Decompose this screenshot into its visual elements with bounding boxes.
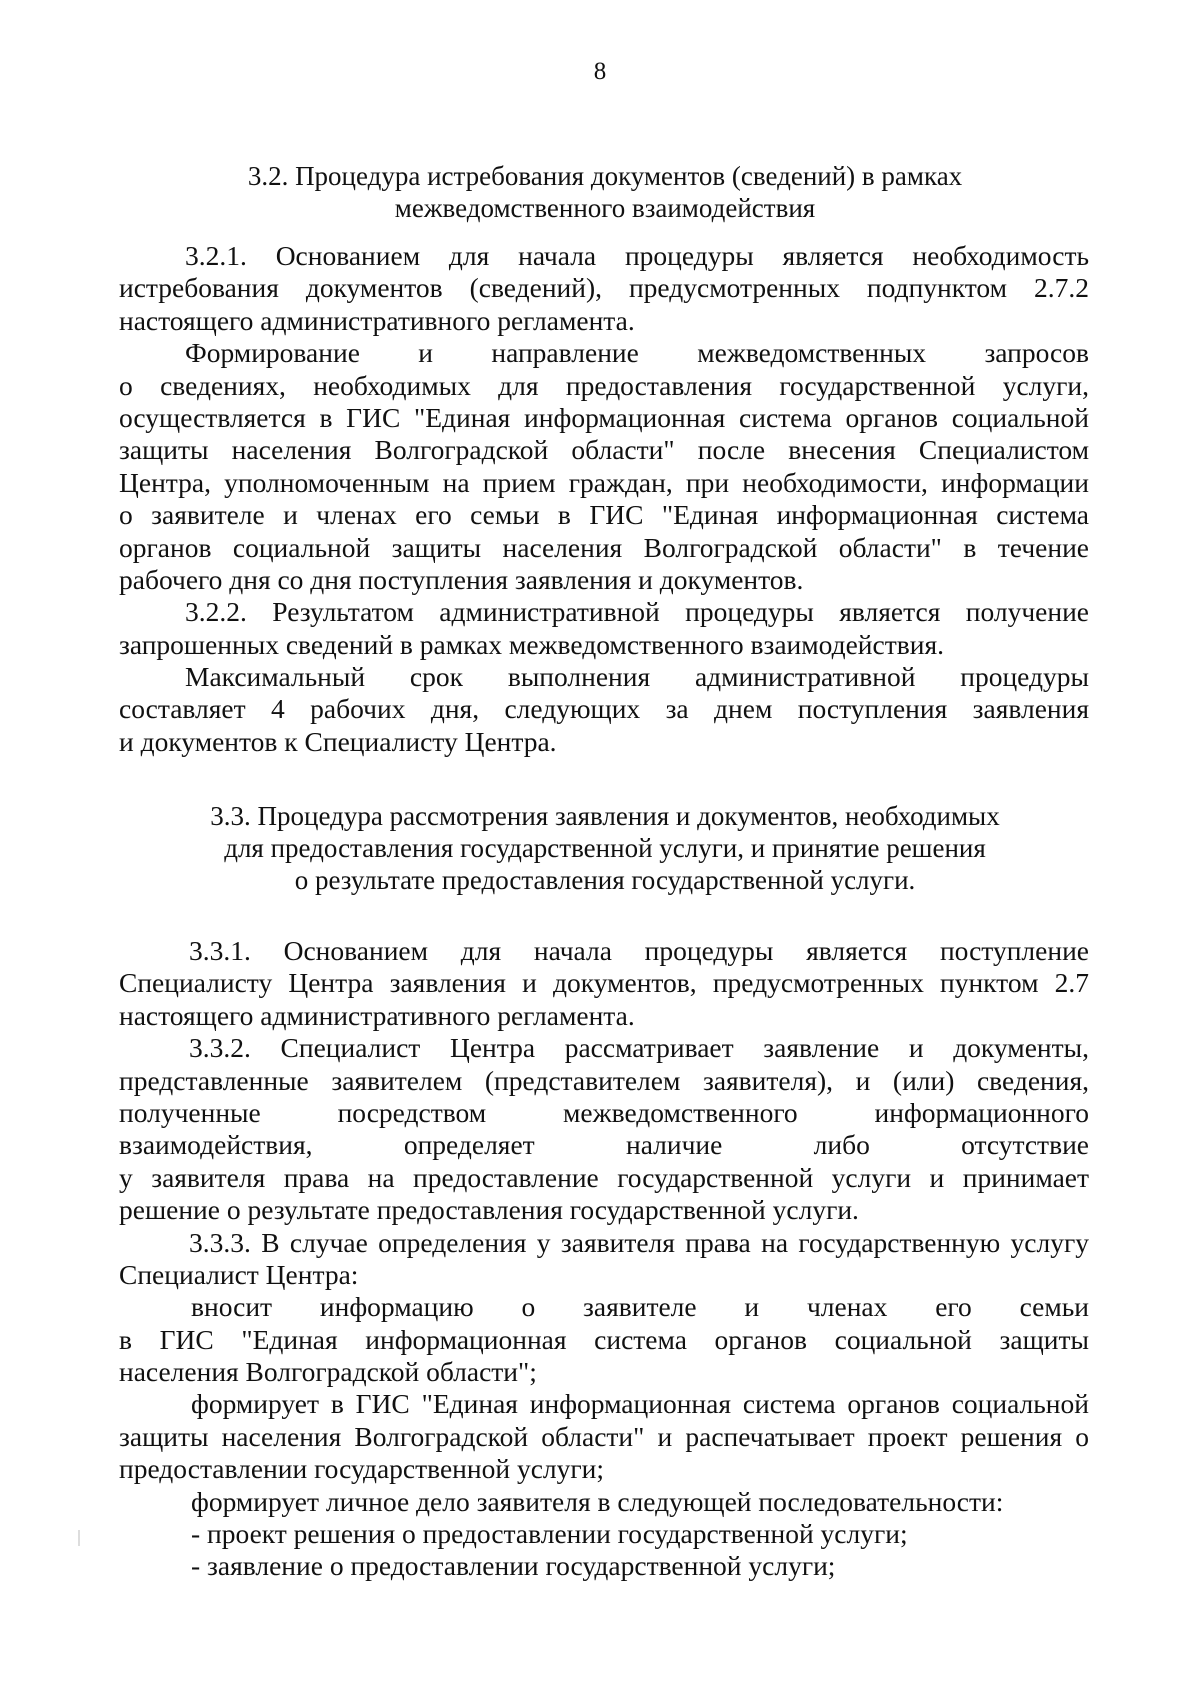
paragraph-line: Центра, уполномоченным на прием граждан, при необходимости, информации — [119, 466, 1089, 498]
heading-line: 3.2. Процедура истребования документов (сведений) в рамках — [247, 161, 963, 191]
list-item: - заявление о предоставлении государственной услуги; — [191, 1550, 836, 1582]
paragraph-line: составляет 4 рабочих дня, следующих за днем поступления заявления — [119, 693, 1089, 725]
list-item: - проект решения о предоставлении государственной услуги; — [191, 1518, 908, 1550]
paragraph-line: вносит информацию о заявителе и членах его семьи — [191, 1291, 1089, 1323]
section-3-3-body — [119, 935, 1089, 1583]
page-number: 8 — [593, 58, 607, 85]
paragraph-line: истребования документов (сведений), предусмотренных подпунктом 2.7.2 — [119, 272, 1089, 304]
paragraph-line: взаимодействия, определяет наличие либо отсутствие — [119, 1129, 1089, 1161]
paragraph-line: полученные посредством межведомственного информационного — [119, 1096, 1089, 1128]
paragraph-line: настоящего административного регламента. — [119, 999, 635, 1031]
paragraph-line: защиты населения Волгоградской области" и распечатывает проект решения о — [119, 1420, 1089, 1452]
paragraph-line: 3.2.1. Основанием для начала процедуры является необходимость — [185, 240, 1089, 271]
section-3-2-body — [119, 240, 1089, 758]
paragraph-line: защиты населения Волгоградской области" после внесения Специалистом — [119, 434, 1089, 466]
paragraph-line: рабочего дня со дня поступления заявления и документов. — [119, 563, 804, 595]
heading-line: межведомственного взаимодействия — [394, 193, 816, 223]
paragraph-line: и документов к Специалисту Центра. — [119, 725, 557, 757]
paragraph-line: о сведениях, необходимых для предоставления государственной услуги, — [119, 369, 1089, 401]
paragraph-line: 3.3.1. Основанием для начала процедуры является поступление — [189, 935, 1089, 966]
paragraph-line: Специалисту Центра заявления и документов, предусмотренных пунктом 2.7 — [119, 967, 1089, 999]
heading-line: о результате предоставления государственной услуги. — [294, 865, 916, 895]
section-3-3-heading — [120, 800, 1090, 896]
paragraph-line: настоящего административного регламента. — [119, 304, 635, 336]
paragraph-line: формирует в ГИС "Единая информационная система органов социальной — [191, 1388, 1089, 1420]
paragraph-line: решение о результате предоставления государственной услуги. — [119, 1194, 859, 1226]
paragraph-line: осуществляется в ГИС "Единая информационная система органов социальной — [119, 401, 1089, 433]
heading-line: 3.3. Процедура рассмотрения заявления и документов, необходимых — [210, 801, 1000, 831]
paragraph-line: запрошенных сведений в рамках межведомственного взаимодействия. — [119, 628, 944, 660]
paragraph-line: формирует личное дело заявителя в следующей последовательности: — [191, 1485, 1004, 1517]
paragraph-line: населения Волгоградской области"; — [119, 1356, 537, 1388]
paragraph-line: Максимальный срок выполнения административной процедуры — [185, 661, 1089, 693]
paragraph-line: Специалист Центра: — [119, 1258, 359, 1290]
section-3-2-heading — [120, 160, 1090, 224]
paragraph-line: органов социальной защиты населения Волгоградской области" в течение — [119, 531, 1089, 563]
paragraph-line: 3.3.2. Специалист Центра рассматривает заявление и документы, — [189, 1032, 1089, 1064]
paragraph-line: 3.3.3. В случае определения у заявителя права на государственную услугу — [189, 1226, 1089, 1258]
paragraph-line: Формирование и направление межведомственных запросов — [185, 337, 1089, 369]
paragraph-line: 3.2.2. Результатом административной процедуры является получение — [185, 596, 1089, 628]
scan-mark — [78, 1530, 80, 1546]
heading-line: для предоставления государственной услуги, и принятие решения — [224, 833, 986, 863]
paragraph-line: предоставлении государственной услуги; — [119, 1453, 605, 1485]
paragraph-line: представленные заявителем (представителем заявителя), и (или) сведения, — [119, 1064, 1089, 1096]
paragraph-line: в ГИС "Единая информационная система органов социальной защиты — [119, 1323, 1089, 1355]
paragraph-line: о заявителе и членах его семьи в ГИС "Единая информационная система — [119, 499, 1089, 531]
paragraph-line: у заявителя права на предоставление государственной услуги и принимает — [119, 1161, 1089, 1193]
